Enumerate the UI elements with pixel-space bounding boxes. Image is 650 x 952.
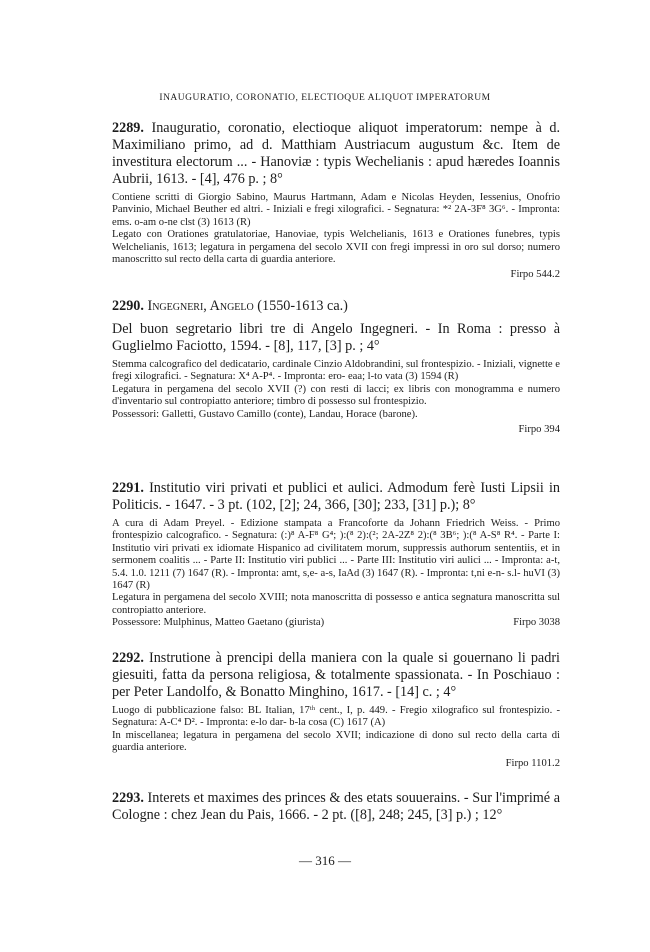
- entry-note: Possessori: Galletti, Gustavo Camillo (conte), Landau, Horace (barone).: [112, 408, 418, 420]
- shelfmark: Firpo 394: [518, 424, 560, 436]
- shelfmark: Firpo 3038: [513, 617, 560, 629]
- entry-note: Possessore: Mulphinus, Matteo Gaetano (giurista): [112, 617, 325, 629]
- entry-note: Legatura in pergamena del secolo XVII (?) con resti di lacci; ex libris con monogramma e numero d'inventario sul contropiatto anteriore; timbro di possesso sul frontespizio.: [112, 383, 560, 408]
- entry-number: 2289.: [112, 120, 144, 136]
- catalogue-entry-2291: [112, 480, 560, 630]
- entry-note: Contiene scritti di Giorgio Sabino, Maurus Hartmann, Adam e Nicolas Heyden, Iessenius, Onofrio Panvinio, Michael Beuther ed altri. - Iniziali e fregi xilografici. - Segnatura: *² 2A-3F⁸ 3G⁶. - Impronta: ems. o-am o-ne clst (3) 1613 (R): [112, 192, 560, 228]
- entry-heading: [112, 120, 560, 188]
- entry-note: Luogo di pubblicazione falso: BL Italian, 17ᵗʰ cent., I, p. 449. - Fregio xilografico sul frontespizio. - Segnatura: A-C⁴ D². - Impronta: e-lo dar- b-la cosa (C) 1617 (A): [112, 705, 560, 729]
- shelfmark: Firpo 1101.2: [505, 757, 560, 769]
- entry-title: Del buon segretario libri tre di Angelo Ingegneri. - In Roma : presso à Guglielmo Faciotto, 1594. - [8], 117, [3] p. ; 4°: [112, 321, 560, 354]
- entry-title: Inauguratio, coronatio, electioque aliquot imperatorum: nempe à d. Maximiliano primo, ad d. Matthiam Austriacum augustum &c. Item de investitura electorum ... - Hanoviæ : typis Wechelianis : apud hæredes Ioannis Aubrii, 1613. - [4], 476 p. ; 8°: [112, 120, 560, 187]
- catalogue-entry-2289: [112, 120, 560, 282]
- entry-title: Interets et maximes des princes & des etats souuerains. - Sur l'imprimé a Cologne : chez Jean du Pais, 1666. - 2 pt. ([8], 248; 245, [3] p.) ; 12°: [112, 790, 560, 823]
- entry-footer: [112, 617, 560, 629]
- running-head: INAUGURATIO, CORONATIO, ELECTIOQUE ALIQUOT IMPERATORUM: [159, 93, 491, 103]
- entry-notes: [112, 192, 560, 266]
- entry-note: A cura di Adam Preyel. - Edizione stampata a Francoforte da Johann Friedrich Weiss. - Primo frontespizio calcografico. - Segnatura: (:)⁸ A-F⁸ G⁴; ):(⁸ 2):(²; 2A-2Z⁸ 2):(⁸ 3B⁶; ):(⁸ A-S⁸ R⁴. - Parte I: Institutio viri privati ex idiomate Hispanico ad civilitatem morum, suppressis authorum sententiis, et in sermonem coalitis ... - Parte II: Institutio viri publici ... - Parte III: Institutio viri aulici ... - Impronta: a-t, 5.4. 1.0. 1211 (7) 1647 (R). - Impronta: amt, s,e- a-s, IaAd (3) 1647 (R). - Impronta: t,ni e-n- s.l- huVI (3) 1647 (R): [112, 518, 560, 592]
- entry-notes: [112, 518, 560, 617]
- entry-note: Legatura in pergamena del secolo XVIII; nota manoscritta di possesso e antica segnatura manoscritta sul contropiatto anteriore.: [112, 592, 560, 616]
- entry-notes: [112, 705, 560, 755]
- entry-notes: [112, 359, 560, 421]
- shelfmark: Firpo 544.2: [510, 269, 560, 281]
- catalogue-entry-2293: [112, 790, 560, 824]
- catalogue-entry-2290: [112, 298, 560, 436]
- entry-heading: [112, 650, 560, 701]
- catalogue-entry-2292: [112, 650, 560, 770]
- entry-title: Instrutione à prencipi della maniera con la quale si gouernano li padri giesuiti, fatta da persona religiosa, & totalmente spassionata. - In Poschiauo : per Peter Landolfo, & Bonatto Minghino, 1617. - [14] c. ; 4°: [112, 650, 560, 700]
- entry-heading: [112, 480, 560, 514]
- entry-number: 2290.: [112, 298, 144, 314]
- entry-note: In miscellanea; legatura in pergamena del secolo XVII; indicazione di dono sul recto della carta di guardia anteriore.: [112, 729, 560, 754]
- entry-author-dates: (1550-1613 ca.): [257, 298, 348, 314]
- entry-author: Ingegneri, Angelo: [147, 298, 254, 314]
- entry-number: 2291.: [112, 480, 144, 496]
- entry-author-line: [112, 298, 560, 315]
- page-number: — 316 —: [299, 853, 351, 868]
- entry-number: 2293.: [112, 790, 144, 806]
- entry-note: Stemma calcografico del dedicatario, cardinale Cinzio Aldobrandini, sul frontespizio. - Iniziali, vignette e fregi xilografici. - Segnatura: X⁴ A-P⁴. - Impronta: ero- eaa; l-to vata (3) 1594 (R): [112, 359, 560, 383]
- entry-heading: [112, 790, 560, 824]
- entry-number: 2292.: [112, 650, 144, 666]
- entry-note: Legato con Orationes gratulatoriae, Hanoviae, typis Welchelianis, 1613 e Orationes funebres, typis Welchelianis, 1613; legatura in pergamena del secolo XVII con fregi impressi in oro sul dorso; numero manoscritto sul recto della carta di guardia anteriore.: [112, 229, 560, 266]
- entry-title: Institutio viri privati et publici et aulici. Admodum ferè Iusti Lipsii in Politicis. - 1647. - 3 pt. (102, [2]; 24, 366, [30]; 233, [31] p.); 8°: [112, 480, 560, 513]
